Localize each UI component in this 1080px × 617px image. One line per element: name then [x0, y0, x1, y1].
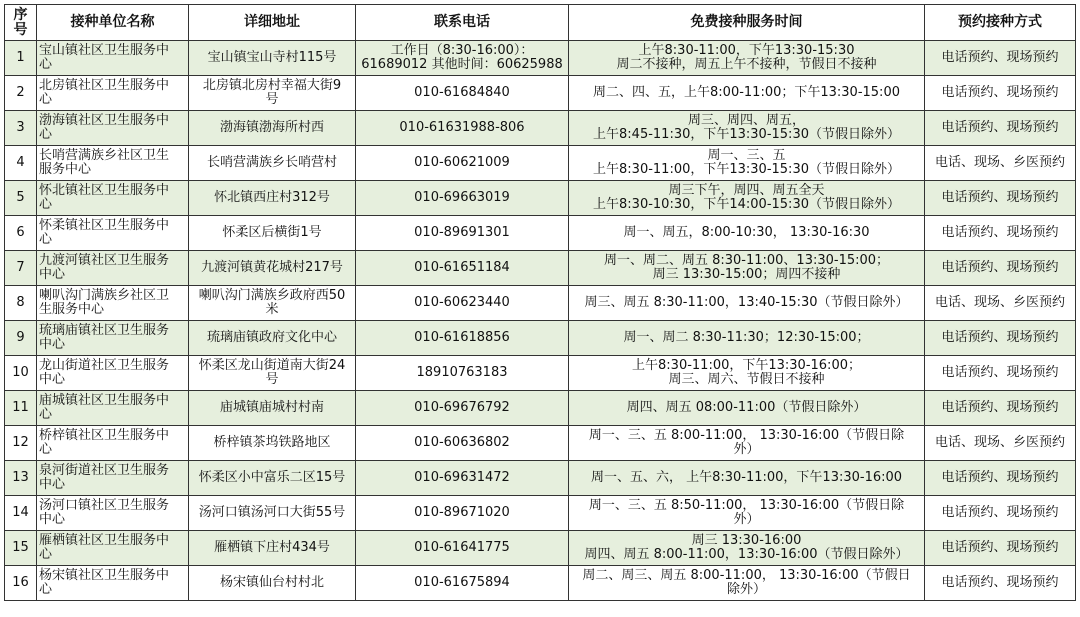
- cell-hours: 周二、周三、周五 8:00-11:00， 13:30-16:00（节假日 除外）: [569, 566, 925, 601]
- cell-name: 雁栖镇社区卫生服务中 心: [37, 531, 189, 566]
- cell-address: 杨宋镇仙台村村北: [189, 566, 356, 601]
- table-row: [5, 181, 1076, 216]
- cell-name: 长哨营满族乡社区卫生 服务中心: [37, 146, 189, 181]
- cell-phone: 010-61651184: [356, 251, 569, 286]
- table-row: [5, 251, 1076, 286]
- cell-phone: 010-61675894: [356, 566, 569, 601]
- cell-name: 泉河街道社区卫生服务 中心: [37, 461, 189, 496]
- cell-address: 庙城镇庙城村村南: [189, 391, 356, 426]
- cell-method: 电话预约、现场预约: [925, 531, 1076, 566]
- cell-seq: 5: [5, 181, 37, 216]
- header-row: [5, 5, 1076, 41]
- header-method: 预约接种方式: [925, 5, 1076, 41]
- header-hours: 免费接种服务时间: [569, 5, 925, 41]
- cell-method: 电话预约、现场预约: [925, 251, 1076, 286]
- header-name: 接种单位名称: [37, 5, 189, 41]
- cell-hours: 周三、周四、周五， 上午8:45-11:30，下午13:30-15:30（节假日除外）: [569, 111, 925, 146]
- cell-method: 电话预约、现场预约: [925, 111, 1076, 146]
- cell-phone: 010-69676792: [356, 391, 569, 426]
- cell-phone: 010-60623440: [356, 286, 569, 321]
- cell-name: 怀北镇社区卫生服务中 心: [37, 181, 189, 216]
- cell-phone: 010-69631472: [356, 461, 569, 496]
- cell-seq: 11: [5, 391, 37, 426]
- cell-hours: 上午8:30-11:00，下午13:30-15:30 周二不接种，周五上午不接种，节假日不接种: [569, 41, 925, 76]
- cell-seq: 3: [5, 111, 37, 146]
- cell-method: 电话预约、现场预约: [925, 181, 1076, 216]
- cell-hours: 周三下午，周四、周五全天 上午8:30-10:30，下午14:00-15:30（节假日除外）: [569, 181, 925, 216]
- cell-address: 怀柔区后横街1号: [189, 216, 356, 251]
- table-row: [5, 321, 1076, 356]
- cell-hours: 周一、三、五 8:50-11:00， 13:30-16:00（节假日除 外）: [569, 496, 925, 531]
- cell-hours: 周三 13:30-16:00 周四、周五 8:00-11:00，13:30-16:00（节假日除外）: [569, 531, 925, 566]
- cell-name: 汤河口镇社区卫生服务 中心: [37, 496, 189, 531]
- cell-seq: 4: [5, 146, 37, 181]
- cell-method: 电话、现场、乡医预约: [925, 426, 1076, 461]
- header-seq: 序 号: [5, 5, 37, 41]
- cell-address: 桥梓镇茶坞铁路地区: [189, 426, 356, 461]
- table-row: [5, 531, 1076, 566]
- cell-hours: 周一、周二、周五 8:30-11:00、13:30-15:00； 周三 13:30-15:00；周四不接种: [569, 251, 925, 286]
- cell-name: 怀柔镇社区卫生服务中 心: [37, 216, 189, 251]
- cell-phone: 010-60621009: [356, 146, 569, 181]
- cell-name: 九渡河镇社区卫生服务 中心: [37, 251, 189, 286]
- cell-address: 长哨营满族乡长哨营村: [189, 146, 356, 181]
- cell-address: 琉璃庙镇政府文化中心: [189, 321, 356, 356]
- table-row: [5, 356, 1076, 391]
- cell-hours: 周一、周二 8:30-11:30；12:30-15:00；: [569, 321, 925, 356]
- cell-name: 杨宋镇社区卫生服务中 心: [37, 566, 189, 601]
- cell-method: 电话预约、现场预约: [925, 216, 1076, 251]
- cell-seq: 7: [5, 251, 37, 286]
- cell-address: 九渡河镇黄花城村217号: [189, 251, 356, 286]
- cell-hours: 周二、四、五，上午8:00-11:00；下午13:30-15:00: [569, 76, 925, 111]
- cell-method: 电话预约、现场预约: [925, 391, 1076, 426]
- cell-hours: 上午8:30-11:00，下午13:30-16:00； 周三、周六、节假日不接种: [569, 356, 925, 391]
- cell-address: 怀柔区龙山街道南大街24 号: [189, 356, 356, 391]
- cell-seq: 13: [5, 461, 37, 496]
- cell-method: 电话预约、现场预约: [925, 356, 1076, 391]
- cell-phone: 18910763183: [356, 356, 569, 391]
- cell-name: 北房镇社区卫生服务中 心: [37, 76, 189, 111]
- cell-method: 电话预约、现场预约: [925, 566, 1076, 601]
- cell-seq: 1: [5, 41, 37, 76]
- cell-address: 宝山镇宝山寺村115号: [189, 41, 356, 76]
- table-row: [5, 461, 1076, 496]
- cell-address: 怀柔区小中富乐二区15号: [189, 461, 356, 496]
- vaccination-sites-table: [4, 4, 1076, 601]
- cell-seq: 10: [5, 356, 37, 391]
- cell-hours: 周三、周五 8:30-11:00，13:40-15:30（节假日除外）: [569, 286, 925, 321]
- cell-seq: 9: [5, 321, 37, 356]
- cell-method: 电话预约、现场预约: [925, 41, 1076, 76]
- header-address: 详细地址: [189, 5, 356, 41]
- cell-address: 北房镇北房村幸福大街9 号: [189, 76, 356, 111]
- cell-phone: 010-61684840: [356, 76, 569, 111]
- table-row: [5, 286, 1076, 321]
- cell-phone: 010-61618856: [356, 321, 569, 356]
- cell-seq: 8: [5, 286, 37, 321]
- cell-phone: 010-89671020: [356, 496, 569, 531]
- table-row: [5, 76, 1076, 111]
- cell-phone: 010-60636802: [356, 426, 569, 461]
- cell-seq: 15: [5, 531, 37, 566]
- cell-method: 电话预约、现场预约: [925, 321, 1076, 356]
- cell-hours: 周一、周五，8:00-10:30， 13:30-16:30: [569, 216, 925, 251]
- cell-name: 琉璃庙镇社区卫生服务 中心: [37, 321, 189, 356]
- cell-phone: 010-69663019: [356, 181, 569, 216]
- cell-method: 电话预约、现场预约: [925, 461, 1076, 496]
- cell-seq: 6: [5, 216, 37, 251]
- cell-address: 喇叭沟门满族乡政府西50 米: [189, 286, 356, 321]
- cell-seq: 16: [5, 566, 37, 601]
- cell-name: 宝山镇社区卫生服务中 心: [37, 41, 189, 76]
- cell-seq: 14: [5, 496, 37, 531]
- cell-address: 汤河口镇汤河口大街55号: [189, 496, 356, 531]
- cell-hours: 周四、周五 08:00-11:00（节假日除外）: [569, 391, 925, 426]
- cell-phone: 010-61641775: [356, 531, 569, 566]
- cell-phone: 010-89691301: [356, 216, 569, 251]
- table-row: [5, 391, 1076, 426]
- cell-name: 龙山街道社区卫生服务 中心: [37, 356, 189, 391]
- cell-name: 庙城镇社区卫生服务中 心: [37, 391, 189, 426]
- header-phone: 联系电话: [356, 5, 569, 41]
- table-row: [5, 426, 1076, 461]
- cell-method: 电话预约、现场预约: [925, 496, 1076, 531]
- table-row: [5, 496, 1076, 531]
- table-row: [5, 216, 1076, 251]
- table-row: [5, 111, 1076, 146]
- cell-name: 喇叭沟门满族乡社区卫 生服务中心: [37, 286, 189, 321]
- cell-phone: 工作日（8:30-16:00）： 61689012 其他时间：60625988: [356, 41, 569, 76]
- cell-name: 桥梓镇社区卫生服务中 心: [37, 426, 189, 461]
- table-row: [5, 146, 1076, 181]
- cell-method: 电话、现场、乡医预约: [925, 286, 1076, 321]
- cell-seq: 12: [5, 426, 37, 461]
- cell-address: 怀北镇西庄村312号: [189, 181, 356, 216]
- cell-address: 渤海镇渤海所村西: [189, 111, 356, 146]
- cell-name: 渤海镇社区卫生服务中 心: [37, 111, 189, 146]
- cell-method: 电话、现场、乡医预约: [925, 146, 1076, 181]
- cell-phone: 010-61631988-806: [356, 111, 569, 146]
- cell-seq: 2: [5, 76, 37, 111]
- table-row: [5, 566, 1076, 601]
- cell-method: 电话预约、现场预约: [925, 76, 1076, 111]
- cell-hours: 周一、五、六， 上午8:30-11:00，下午13:30-16:00: [569, 461, 925, 496]
- cell-address: 雁栖镇下庄村434号: [189, 531, 356, 566]
- table-row: [5, 41, 1076, 76]
- cell-hours: 周一、三、五 上午8:30-11:00，下午13:30-15:30（节假日除外）: [569, 146, 925, 181]
- cell-hours: 周一、三、五 8:00-11:00， 13:30-16:00（节假日除 外）: [569, 426, 925, 461]
